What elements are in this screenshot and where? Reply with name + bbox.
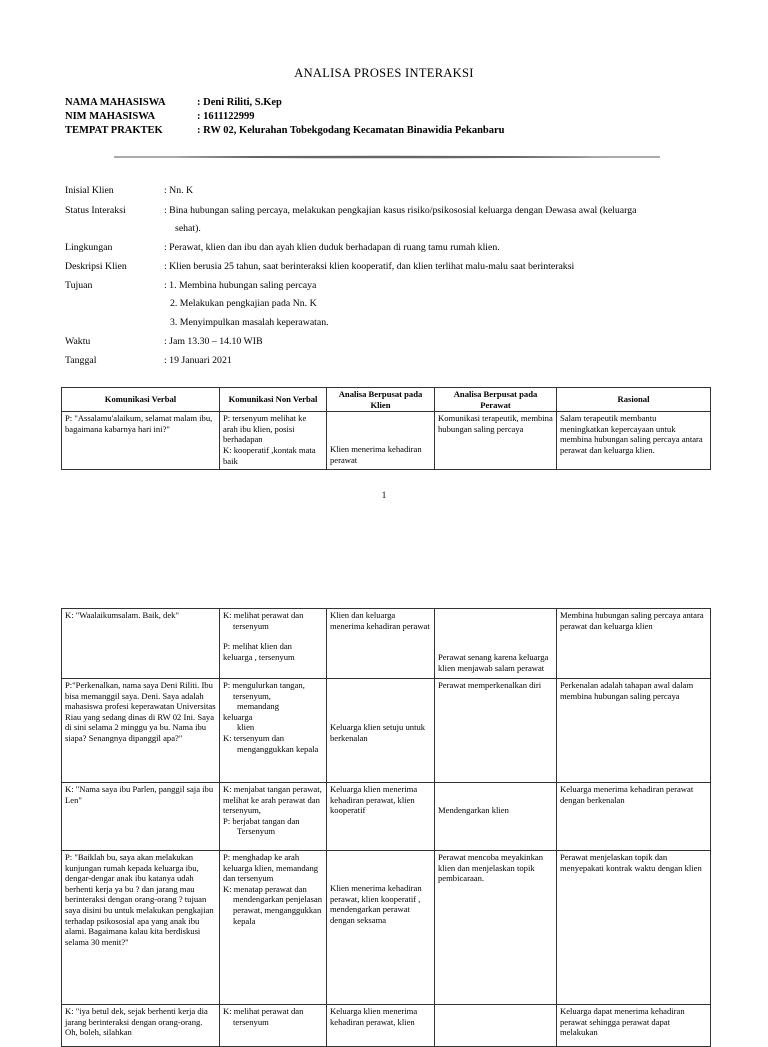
nonverbal-line: Tersenyum [237, 826, 276, 837]
info-label: Tanggal [65, 355, 97, 366]
cell-verbal: P:"Perkenalkan, nama saya Deni Riliti. Ibu bisa memanggil saya. Deni. Saya adalah mahasiswa profesi keperawatan Universitas Riau yang sedang dinas di RW 02 Ini. Saya di sini selama 2 minggu ya bu. Nama ibu siapa? Senangnya dipanggil apa?" [62, 679, 220, 783]
table-row [62, 851, 711, 1005]
cell-klien: Klien dan keluarga menerima kehadiran perawat [327, 609, 435, 679]
header-student-id [65, 110, 254, 124]
cell-nonverbal [220, 851, 327, 1005]
nonverbal-line: keluarga [223, 711, 253, 722]
info-label: Lingkungan [65, 242, 113, 253]
nonverbal-line: tersenyum, [233, 690, 271, 701]
table-row [62, 679, 711, 783]
header-practice-place [65, 124, 505, 138]
document-page-1 [0, 0, 768, 512]
table-row [62, 1005, 711, 1047]
decorative-rule [112, 154, 662, 160]
cell-verbal: K: "Waalaikumsalam. Baik, dek" [62, 609, 220, 679]
nonverbal-line: tersenyum [233, 1016, 269, 1027]
header-label: NAMA MAHASISWA [65, 97, 166, 108]
cell-perawat: Perawat memperkenalkan diri [435, 679, 557, 783]
cell-verbal: K: "Nama saya ibu Parlen, panggil saja ibu Len" [62, 783, 220, 851]
nonverbal-line: K: menatap perawat dan [223, 883, 307, 894]
info-label: Tujuan [65, 280, 93, 291]
interaction-table-page-1 [61, 387, 711, 470]
table-header-row [62, 388, 711, 412]
cell-perawat: Perawat mencoba meyakinkan klien dan menjelaskan topik pembicaraan. [435, 851, 557, 1005]
cell-rasional: Perawat menjelaskan topik dan menyepakati kontrak waktu dengan klien [557, 851, 711, 1005]
header-nonverbal: Komunikasi Non Verbal [220, 388, 327, 412]
header-verbal: Komunikasi Verbal [62, 388, 220, 412]
info-value: 3. Menyimpulkan masalah keperawatan. [170, 317, 329, 328]
info-value: : Jam 13.30 – 14.10 WIB [164, 336, 263, 347]
nonverbal-line: P: menghadap ke arah keluarga klien, memandang dan tersenyum [223, 852, 319, 884]
info-label: Waktu [65, 336, 91, 347]
document-title: ANALISA PROSES INTERAKSI [294, 66, 474, 80]
interaction-table-page-2 [61, 608, 711, 1047]
nonverbal-line: P: berjabat tangan dan [223, 815, 300, 826]
info-value: sehat). [175, 223, 201, 234]
cell-verbal: K: "iya betul dek, sejak berhenti kerja dia jarang berinteraksi dengan orang-orang. Oh, boleh, silahkan [62, 1005, 220, 1047]
nonverbal-line: K: menjabat tangan perawat, melihat ke arah perawat dan tersenyum, [223, 784, 322, 816]
header-label: TEMPAT PRAKTEK [65, 125, 163, 136]
info-label: Inisial Klien [65, 185, 114, 196]
nonverbal-line: menganggukkan kepala [237, 743, 319, 754]
cell-nonverbal [220, 412, 327, 470]
table-row [62, 412, 711, 470]
info-label: Status Interaksi [65, 205, 126, 216]
header-value: : Deni Riliti, S.Kep [197, 97, 282, 108]
info-value: 2. Melakukan pengkajian pada Nn. K [170, 298, 317, 309]
table-row [62, 783, 711, 851]
cell-verbal: P: "Baiklah bu, saya akan melakukan kunjungan rumah kepada keluarga ibu, dengar-dengar anak ibu katanya udah berhenti kerja ya bu ? dan jarang mau berinteraksi dengan orang-orang ? tujuan saya disini bu untuk melakukan pengkajian terhadap psikososial apa yang anak ibu alami. Bagaimana kalau kita berdiskusi selama 30 menit?" [62, 851, 220, 1005]
document-page-2 [0, 512, 768, 1038]
nonverbal-line: K: melihat perawat dan [223, 1006, 304, 1016]
header-perawat: Analisa Berpusat pada Perawat [435, 388, 557, 412]
cell-perawat [435, 609, 557, 679]
info-value: : 19 Januari 2021 [164, 355, 232, 366]
table-row [62, 609, 711, 679]
header-klien: Analisa Berpusat pada Klien [327, 388, 435, 412]
cell-nonverbal [220, 609, 327, 679]
header-label: NIM MAHASISWA [65, 111, 156, 122]
cell-nonverbal [220, 679, 327, 783]
nonverbal-line: K: melihat perawat dan [223, 610, 304, 620]
header-value: : 1611122999 [197, 111, 255, 122]
cell-nonverbal [220, 783, 327, 851]
perawat-text: Mendengarkan klien [438, 805, 509, 815]
cell-klien [327, 851, 435, 1005]
klien-text: Klien menerima kehadiran perawat [330, 444, 422, 465]
info-value: : Perawat, klien dan ibu dan ayah klien duduk berhadapan di ruang tamu rumah klien. [164, 242, 500, 253]
cell-perawat: Komunikasi terapeutik, membina hubungan saling percaya [435, 412, 557, 470]
cell-klien [327, 679, 435, 783]
klien-text: Klien menerima kehadiran perawat, klien kooperatif , mendengarkan perawat dengan seksama [330, 883, 422, 925]
nonverbal-line: klien [237, 722, 255, 733]
nonverbal-line: P: mengulurkan tangan, [223, 680, 305, 690]
page-number: 1 [381, 490, 387, 500]
cell-rasional: Keluarga dapat menerima kehadiran perawat sehingga perawat dapat melakukan [557, 1005, 711, 1047]
cell-perawat [435, 783, 557, 851]
info-value: : Nn. K [164, 185, 194, 196]
nonverbal-line: memandang [237, 701, 279, 712]
perawat-text: Perawat senang karena keluarga klien menjawab salam perawat [438, 652, 549, 673]
cell-klien: Keluarga klien menerima kehadiran perawat, klien kooperatif [327, 783, 435, 851]
cell-klien: Keluarga klien menerima kehadiran perawat, klien [327, 1005, 435, 1047]
info-label: Deskripsi Klien [65, 261, 127, 272]
info-value: : Klien berusia 25 tahun, saat berinteraksi klien kooperatif, dan klien terlihat malu-malu saat berinteraksi [164, 261, 575, 272]
nonverbal-line: tersenyum [233, 620, 269, 631]
nonverbal-line: mendengarkan penjelasan perawat, menganggukkan kepala [233, 894, 323, 926]
cell-perawat [435, 1005, 557, 1047]
info-value: : Bina hubungan saling percaya, melakukan pengkajian kasus risiko/psikososial keluarga dengan Dewasa awal (keluarga [164, 205, 637, 216]
cell-nonverbal [220, 1005, 327, 1047]
header-student-name [65, 96, 282, 110]
cell-verbal: P: "Assalamu'alaikum, selamat malam ibu, bagaimana kabarnya hari ini?" [62, 412, 220, 470]
cell-rasional: Salam terapeutik membantu meningkatkan kepercayaan untuk membina hubungan saling percaya antara perawat dan keluarga klien. [557, 412, 711, 470]
cell-rasional: Keluarga menerima kehadiran perawat dengan berkenalan [557, 783, 711, 851]
cell-klien [327, 412, 435, 470]
header-value: : RW 02, Kelurahan Tobekgodang Kecamatan Binawidia Pekanbaru [197, 125, 505, 136]
klien-text: Keluarga klien setuju untuk berkenalan [330, 722, 426, 743]
header-rasional: Rasional [557, 388, 711, 412]
info-value: : 1. Membina hubungan saling percaya [164, 280, 317, 291]
nonverbal-line: K: tersenyum dan [223, 732, 285, 743]
cell-rasional: Membina hubungan saling percaya antara perawat dan keluarga klien [557, 609, 711, 679]
nonverbal-line: P: tersenyum melihat ke arah ibu klien, posisi berhadapan [223, 413, 307, 445]
cell-rasional: Perkenalan adalah tahapan awal dalam membina hubungan saling percaya [557, 679, 711, 783]
nonverbal-line: P: melihat klien dan keluarga , tersenyum [223, 641, 295, 662]
nonverbal-line: K: kooperatif ,kontak mata baik [223, 444, 316, 466]
